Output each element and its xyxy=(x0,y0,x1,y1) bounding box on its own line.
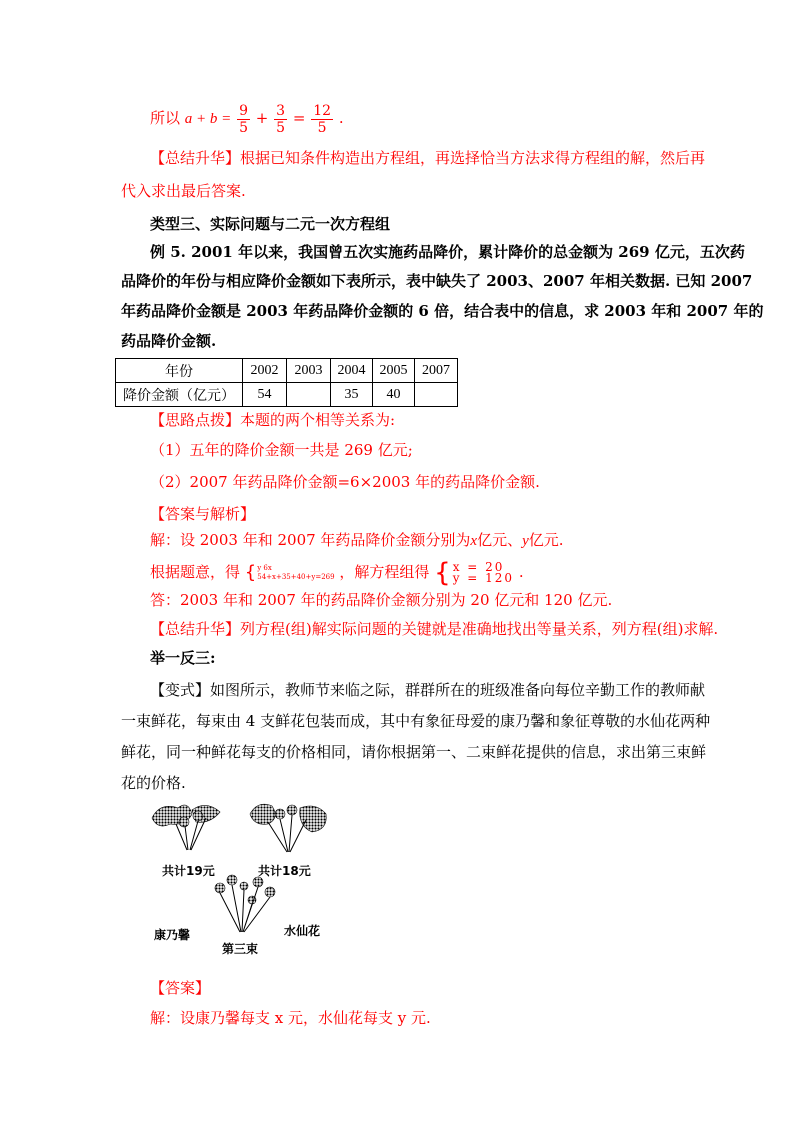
equals-sign: = xyxy=(292,109,306,127)
price-table xyxy=(115,358,458,407)
table-cell: 40 xyxy=(373,383,415,407)
example-line-3: 年药品降价金额是 2003 年药品降价金额的 6 倍，结合表中的信息，求 2003 年和 2007 年的 xyxy=(121,302,764,320)
var-y: y xyxy=(522,533,529,549)
system-row: 54+x+35+40+y=269 xyxy=(257,573,335,581)
equation-system-1 xyxy=(245,563,335,583)
table-cell: 35 xyxy=(331,383,373,407)
example-line-4: 药品降价金额. xyxy=(121,332,217,350)
bouquet-2-icon xyxy=(250,804,326,852)
fraction-2: $\frac{3}{5}$ xyxy=(276,102,286,136)
table-cell: 2004 xyxy=(331,359,373,383)
solution-line-1 xyxy=(150,530,564,551)
answer-2-text: 解：设康乃馨每支 x 元，水仙花每支 y 元. xyxy=(150,1009,431,1027)
table-cell xyxy=(287,383,331,407)
table-cell: 2005 xyxy=(373,359,415,383)
result-expr: a + b = xyxy=(184,111,232,127)
solution-text: 根据题意，得 xyxy=(150,563,241,581)
brace-icon: { xyxy=(434,558,451,588)
brace-icon: { xyxy=(244,562,257,583)
solution-text: 亿元. xyxy=(528,531,564,549)
result-line xyxy=(150,100,344,137)
practice-title: 举一反三: xyxy=(150,649,216,667)
carnation-label: 康乃馨 xyxy=(154,928,191,942)
answer-tag: 【答案与解析】 xyxy=(150,505,256,523)
hint-line xyxy=(150,410,395,430)
table-cell: 降价金额（亿元） xyxy=(116,383,243,407)
hint-text: 本题的两个相等关系为: xyxy=(240,411,396,429)
fraction-1: $\frac{9}{5}$ xyxy=(239,102,248,136)
table-cell: 2003 xyxy=(287,359,331,383)
hint-tag: 【思路点拨】 xyxy=(150,411,241,429)
system-row: y 6x xyxy=(257,564,272,572)
table-cell: 2007 xyxy=(415,359,458,383)
table-cell xyxy=(415,383,458,407)
flower-figure xyxy=(140,800,340,965)
table-cell: 2002 xyxy=(243,359,287,383)
bouquet-1-label: 共计19元 xyxy=(162,864,215,878)
summary-2-line xyxy=(150,619,718,639)
equation-system-2 xyxy=(434,558,515,588)
system-rows xyxy=(453,562,514,584)
result-end: . xyxy=(338,109,344,127)
table-row xyxy=(116,383,458,407)
table-cell: 54 xyxy=(243,383,287,407)
summary-2-tag: 【总结升华】 xyxy=(150,620,241,638)
hint-item-2: （2）2007 年药品降价金额=6×2003 年的药品降价金额. xyxy=(150,473,540,491)
narcissus-label: 水仙花 xyxy=(284,924,321,938)
hint-item-1: （1）五年的降价金额一共是 269 亿元; xyxy=(150,441,413,459)
bouquet-3-icon xyxy=(215,875,275,932)
summary-1-text: 根据已知条件构造出方程组，再选择恰当方法求得方程组的解，然后再 xyxy=(240,149,706,167)
system-row: y = 120 xyxy=(452,571,515,585)
solution-text: 亿元、 xyxy=(477,531,523,549)
fraction-3: $\frac{12}{5}$ xyxy=(313,102,332,136)
summary-1-tag: 【总结升华】 xyxy=(150,149,241,167)
example-line-1: 例 5. 2001 年以来，我国曾五次实施药品降价，累计降价的总金额为 269 亿元，五次药 xyxy=(150,243,745,261)
summary-1-line-1 xyxy=(150,148,705,168)
plus-sign: + xyxy=(255,109,269,127)
bouquet-2-label: 共计18元 xyxy=(258,864,311,878)
solution-text: . xyxy=(518,563,524,581)
result-prefix: 所以 xyxy=(150,109,181,127)
variant-line-2: 一束鲜花，每束由 4 支鲜花包装而成，其中有象征母爱的康乃馨和象征尊敬的水仙花两种 xyxy=(121,712,711,730)
table-row xyxy=(116,359,458,383)
bouquet-3-label: 第三束 xyxy=(222,942,259,956)
variant-line-4: 花的价格. xyxy=(121,774,186,792)
solution-line-3: 答：2003 年和 2007 年的药品降价金额分别为 20 亿元和 120 亿元. xyxy=(150,591,613,609)
system-rows xyxy=(257,564,334,582)
solution-line-2 xyxy=(150,558,524,586)
solution-text: 解：设 2003 年和 2007 年药品降价金额分别为 xyxy=(150,531,471,549)
table-cell: 年份 xyxy=(116,359,243,383)
variant-line-3: 鲜花，同一种鲜花每支的价格相同，请你根据第一、二束鲜花提供的信息，求出第三束鲜 xyxy=(121,743,707,761)
answer-2-tag: 【答案】 xyxy=(150,979,211,997)
summary-2-text: 列方程(组)解实际问题的关键就是准确地找出等量关系，列方程(组)求解. xyxy=(240,620,719,638)
solution-text: ，解方程组得 xyxy=(339,563,430,581)
bouquet-1-icon xyxy=(152,805,220,850)
summary-1-line-2: 代入求出最后答案. xyxy=(121,182,246,200)
system-row: x = 20 xyxy=(452,560,505,574)
example-line-2: 品降价的年份与相应降价金额如下表所示，表中缺失了 2003、2007 年相关数据. 已知 2007 xyxy=(121,272,753,290)
section-title: 类型三、实际问题与二元一次方程组 xyxy=(150,215,391,233)
variant-line-1: 【变式】如图所示，教师节来临之际，群群所在的班级准备向每位辛勤工作的教师献 xyxy=(150,681,706,699)
var-x: x xyxy=(470,533,478,549)
